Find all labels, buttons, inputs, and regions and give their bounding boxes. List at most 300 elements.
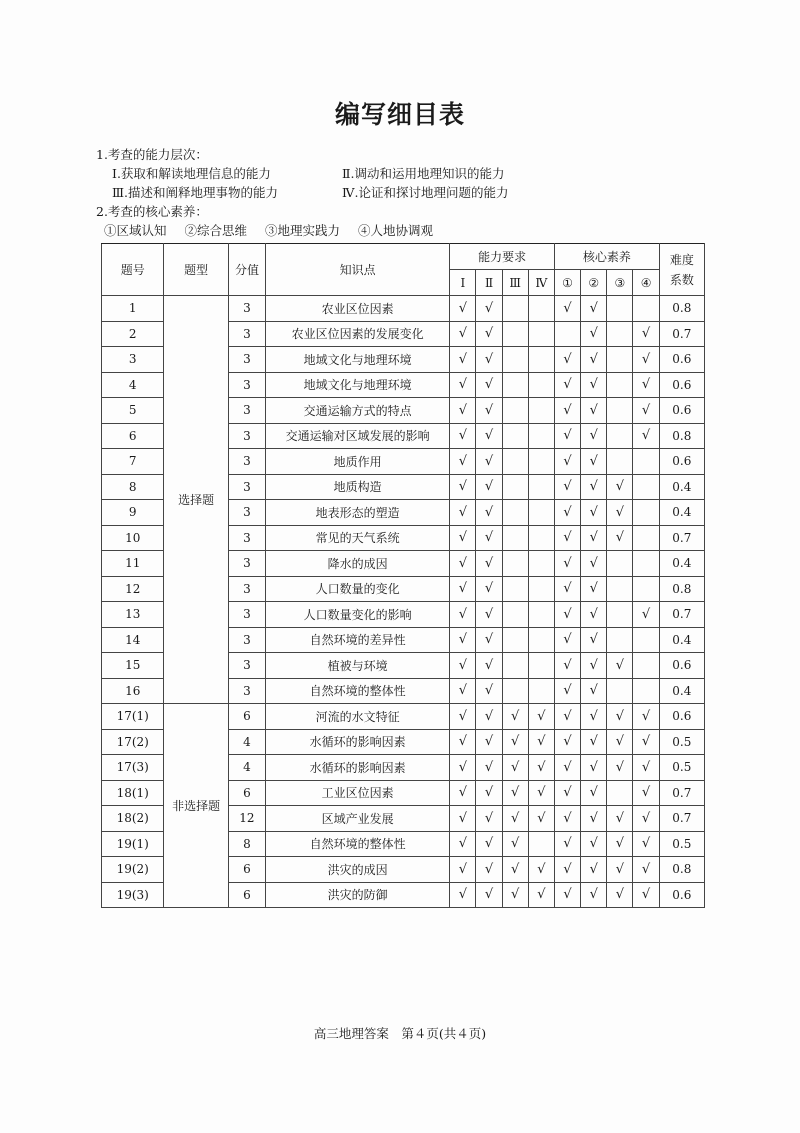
literacy-3-check: √ [607, 806, 633, 832]
ability-3-check: √ [502, 882, 528, 908]
score-cell: 3 [228, 500, 265, 526]
header-type: 题型 [164, 244, 228, 296]
literacy-1-check: √ [554, 678, 580, 704]
literacy-2-check: √ [581, 857, 607, 883]
ability-2-check: √ [476, 627, 502, 653]
literacy-3-check [607, 551, 633, 577]
literacy-1-check: √ [554, 576, 580, 602]
ability-2-check: √ [476, 729, 502, 755]
literacy-3-check [607, 576, 633, 602]
literacy-3-check [607, 627, 633, 653]
literacy-3-check: √ [607, 525, 633, 551]
ability-2-check: √ [476, 551, 502, 577]
literacy-4-check: √ [633, 806, 659, 832]
ability-1-check: √ [450, 755, 476, 781]
ability-3-check [502, 321, 528, 347]
header-literacy: 核心素养 [554, 244, 659, 270]
ability-3-check [502, 398, 528, 424]
knowledge-point: 洪灾的成因 [266, 857, 450, 883]
score-cell: 12 [228, 806, 265, 832]
literacy-3-check: √ [607, 755, 633, 781]
difficulty-cell: 0.8 [659, 857, 704, 883]
literacy-3-check: √ [607, 857, 633, 883]
literacy-2-check: √ [581, 882, 607, 908]
literacy-4-check: √ [633, 321, 659, 347]
literacy-2-check: √ [581, 806, 607, 832]
knowledge-point: 人口数量变化的影响 [266, 602, 450, 628]
literacy-4-check [633, 500, 659, 526]
difficulty-cell: 0.8 [659, 423, 704, 449]
question-number: 13 [102, 602, 164, 628]
ability-2-check: √ [476, 423, 502, 449]
difficulty-cell: 0.6 [659, 372, 704, 398]
ability-4-check [528, 678, 554, 704]
ability-3-check: √ [502, 780, 528, 806]
ability-3-check: √ [502, 806, 528, 832]
literacy-3-check [607, 602, 633, 628]
score-cell: 6 [228, 780, 265, 806]
ability-4-check [528, 398, 554, 424]
literacy-3-check: √ [607, 500, 633, 526]
literacy-2-check: √ [581, 831, 607, 857]
ability-4-check [528, 551, 554, 577]
literacy-2-check: √ [581, 525, 607, 551]
ability-3-check [502, 678, 528, 704]
literacy-2-check: √ [581, 372, 607, 398]
ability-2-check: √ [476, 831, 502, 857]
ability-1-check: √ [450, 653, 476, 679]
literacy-1-check: √ [554, 372, 580, 398]
score-cell: 3 [228, 449, 265, 475]
literacy-2-check: √ [581, 729, 607, 755]
difficulty-cell: 0.6 [659, 347, 704, 373]
question-number: 18(1) [102, 780, 164, 806]
literacy-4-check [633, 653, 659, 679]
literacy-1-check: √ [554, 755, 580, 781]
ability-2-check: √ [476, 296, 502, 322]
ability-1-check: √ [450, 729, 476, 755]
ability-4-check: √ [528, 882, 554, 908]
ability-2-check: √ [476, 678, 502, 704]
page-footer: 高三地理答案 第４页(共４页) [313, 1026, 487, 1041]
literacy-2-check: √ [581, 398, 607, 424]
ability-2-check: √ [476, 755, 502, 781]
ability-4-check [528, 423, 554, 449]
literacy-4-check: √ [633, 882, 659, 908]
literacy-2-check: √ [581, 653, 607, 679]
ability-3-check [502, 296, 528, 322]
literacy-3-check [607, 372, 633, 398]
question-number: 19(2) [102, 857, 164, 883]
literacy-3-check [607, 423, 633, 449]
literacy-2-check: √ [581, 321, 607, 347]
ability-2-check: √ [476, 780, 502, 806]
literacy-2-check: √ [581, 296, 607, 322]
question-number: 3 [102, 347, 164, 373]
ability-1-check: √ [450, 602, 476, 628]
ability-1-check: √ [450, 347, 476, 373]
ability-4-check: √ [528, 857, 554, 883]
difficulty-cell: 0.5 [659, 831, 704, 857]
difficulty-cell: 0.4 [659, 551, 704, 577]
ability-4-check [528, 474, 554, 500]
header-literacy-1: ① [554, 270, 580, 296]
knowledge-point: 洪灾的防御 [266, 882, 450, 908]
literacy-1-check: √ [554, 780, 580, 806]
difficulty-cell: 0.4 [659, 474, 704, 500]
ability-1-check: √ [450, 372, 476, 398]
literacy-3-check [607, 449, 633, 475]
ability-2-check: √ [476, 372, 502, 398]
ability-1-check: √ [450, 449, 476, 475]
ability-2-check: √ [476, 474, 502, 500]
difficulty-cell: 0.6 [659, 704, 704, 730]
ability-3-check: √ [502, 831, 528, 857]
literacy-4-check [633, 576, 659, 602]
ability-3-check [502, 347, 528, 373]
literacy-1-check: √ [554, 525, 580, 551]
difficulty-cell: 0.8 [659, 296, 704, 322]
literacy-4-check: √ [633, 423, 659, 449]
score-cell: 3 [228, 423, 265, 449]
knowledge-point: 交通运输方式的特点 [266, 398, 450, 424]
literacy-items [96, 221, 447, 240]
ability-4-check [528, 831, 554, 857]
literacy-4-check: √ [633, 347, 659, 373]
ability-4-check [528, 296, 554, 322]
ability-1-check: √ [450, 398, 476, 424]
ability-2-check: √ [476, 857, 502, 883]
ability-4-check: √ [528, 780, 554, 806]
ability-3-check [502, 525, 528, 551]
literacy-4-check: √ [633, 602, 659, 628]
score-cell: 6 [228, 882, 265, 908]
literacy-1-check: √ [554, 627, 580, 653]
question-number: 7 [102, 449, 164, 475]
literacy-4-check [633, 449, 659, 475]
ability-2-check: √ [476, 321, 502, 347]
score-cell: 3 [228, 551, 265, 577]
literacy-4-check [633, 474, 659, 500]
knowledge-point: 河流的水文特征 [266, 704, 450, 730]
table-body [102, 296, 705, 908]
difficulty-cell: 0.6 [659, 882, 704, 908]
literacy-4-check: √ [633, 398, 659, 424]
knowledge-point: 水循环的影响因素 [266, 729, 450, 755]
difficulty-cell: 0.6 [659, 653, 704, 679]
difficulty-cell: 0.7 [659, 806, 704, 832]
knowledge-point: 自然环境的差异性 [266, 627, 450, 653]
difficulty-cell: 0.7 [659, 780, 704, 806]
literacy-2-check: √ [581, 678, 607, 704]
knowledge-point: 水循环的影响因素 [266, 755, 450, 781]
score-cell: 3 [228, 372, 265, 398]
question-number: 19(3) [102, 882, 164, 908]
ability-3-check [502, 423, 528, 449]
literacy-4-check: √ [633, 857, 659, 883]
literacy-3-check [607, 398, 633, 424]
ability-3-check [502, 627, 528, 653]
question-number: 17(2) [102, 729, 164, 755]
ability-2-check: √ [476, 653, 502, 679]
literacy-4-check [633, 296, 659, 322]
knowledge-point: 常见的天气系统 [266, 525, 450, 551]
ability-2-check: √ [476, 602, 502, 628]
ability-row-2 [96, 183, 509, 202]
ability-2-check: √ [476, 704, 502, 730]
ability-1-check: √ [450, 882, 476, 908]
ability-item-3: Ⅲ.描述和阐释地理事物的能力 [112, 185, 279, 200]
literacy-heading: 2.考查的核心素养： [96, 204, 208, 219]
ability-4-check [528, 602, 554, 628]
score-cell: 4 [228, 755, 265, 781]
difficulty-cell: 0.5 [659, 729, 704, 755]
score-cell: 3 [228, 321, 265, 347]
literacy-1-check: √ [554, 602, 580, 628]
literacy-2-check: √ [581, 780, 607, 806]
knowledge-point: 地表形态的塑造 [266, 500, 450, 526]
ability-4-check: √ [528, 806, 554, 832]
ability-4-check: √ [528, 704, 554, 730]
literacy-4-check [633, 551, 659, 577]
literacy-3-check: √ [607, 474, 633, 500]
header-difficulty [659, 244, 704, 296]
literacy-2-check: √ [581, 602, 607, 628]
literacy-4-check: √ [633, 831, 659, 857]
literacy-4-check [633, 525, 659, 551]
ability-3-check [502, 551, 528, 577]
table-row [102, 296, 705, 322]
literacy-3-check [607, 678, 633, 704]
literacy-1-check: √ [554, 653, 580, 679]
literacy-1-check: √ [554, 449, 580, 475]
literacy-4-check [633, 678, 659, 704]
literacy-1-check: √ [554, 831, 580, 857]
literacy-2-check: √ [581, 500, 607, 526]
literacy-3-check: √ [607, 831, 633, 857]
ability-row-1 [96, 164, 505, 183]
ability-4-check [528, 576, 554, 602]
literacy-3-check: √ [607, 882, 633, 908]
ability-3-check: √ [502, 704, 528, 730]
ability-2-check: √ [476, 347, 502, 373]
ability-1-check: √ [450, 423, 476, 449]
question-number: 17(3) [102, 755, 164, 781]
ability-3-check: √ [502, 857, 528, 883]
table-row [102, 704, 705, 730]
ability-1-check: √ [450, 321, 476, 347]
difficulty-cell: 0.7 [659, 602, 704, 628]
ability-2-check: √ [476, 525, 502, 551]
literacy-2-check: √ [581, 347, 607, 373]
difficulty-cell: 0.5 [659, 755, 704, 781]
question-number: 19(1) [102, 831, 164, 857]
literacy-2-check: √ [581, 576, 607, 602]
literacy-1-check: √ [554, 806, 580, 832]
literacy-1-check: √ [554, 474, 580, 500]
ability-4-check [528, 653, 554, 679]
knowledge-point: 降水的成因 [266, 551, 450, 577]
score-cell: 8 [228, 831, 265, 857]
score-cell: 3 [228, 296, 265, 322]
score-cell: 4 [228, 729, 265, 755]
ability-item-4: Ⅳ.论证和探讨地理问题的能力 [342, 185, 509, 200]
question-number: 16 [102, 678, 164, 704]
ability-1-check: √ [450, 831, 476, 857]
ability-1-check: √ [450, 857, 476, 883]
ability-3-check: √ [502, 729, 528, 755]
question-number: 12 [102, 576, 164, 602]
literacy-item-3: ③地理实践力 [265, 223, 341, 238]
question-number: 9 [102, 500, 164, 526]
literacy-4-check: √ [633, 704, 659, 730]
literacy-2-check: √ [581, 423, 607, 449]
ability-3-check: √ [502, 755, 528, 781]
ability-1-check: √ [450, 525, 476, 551]
score-cell: 3 [228, 678, 265, 704]
question-number: 2 [102, 321, 164, 347]
literacy-item-2: ②综合思维 [184, 223, 248, 238]
literacy-1-check: √ [554, 347, 580, 373]
literacy-2-check: √ [581, 704, 607, 730]
ability-3-check [502, 576, 528, 602]
ability-3-check [502, 474, 528, 500]
knowledge-point: 交通运输对区域发展的影响 [266, 423, 450, 449]
question-number: 1 [102, 296, 164, 322]
score-cell: 6 [228, 857, 265, 883]
knowledge-point: 地质构造 [266, 474, 450, 500]
score-cell: 3 [228, 398, 265, 424]
question-type-nonchoice: 非选择题 [164, 704, 228, 908]
ability-1-check: √ [450, 576, 476, 602]
literacy-1-check: √ [554, 500, 580, 526]
literacy-1-check: √ [554, 423, 580, 449]
ability-2-check: √ [476, 576, 502, 602]
ability-heading: 1.考查的能力层次： [96, 147, 208, 162]
literacy-2-check: √ [581, 627, 607, 653]
literacy-3-check [607, 296, 633, 322]
literacy-4-check [633, 627, 659, 653]
literacy-4-check: √ [633, 780, 659, 806]
ability-4-check [528, 321, 554, 347]
ability-4-check [528, 500, 554, 526]
ability-4-check: √ [528, 729, 554, 755]
ability-4-check [528, 449, 554, 475]
score-cell: 3 [228, 627, 265, 653]
question-number: 15 [102, 653, 164, 679]
intro-section [96, 145, 509, 240]
header-ability-1: Ⅰ [450, 270, 476, 296]
question-number: 4 [102, 372, 164, 398]
question-number: 5 [102, 398, 164, 424]
header-ability-2: Ⅱ [476, 270, 502, 296]
knowledge-point: 工业区位因素 [266, 780, 450, 806]
difficulty-cell: 0.6 [659, 449, 704, 475]
ability-3-check [502, 602, 528, 628]
ability-1-check: √ [450, 474, 476, 500]
ability-1-check: √ [450, 704, 476, 730]
ability-4-check [528, 627, 554, 653]
literacy-4-check: √ [633, 372, 659, 398]
ability-3-check [502, 653, 528, 679]
ability-2-check: √ [476, 806, 502, 832]
header-ability-4: Ⅳ [528, 270, 554, 296]
ability-2-check: √ [476, 449, 502, 475]
score-cell: 6 [228, 704, 265, 730]
knowledge-point: 地域文化与地理环境 [266, 347, 450, 373]
literacy-2-check: √ [581, 474, 607, 500]
question-number: 8 [102, 474, 164, 500]
difficulty-cell: 0.7 [659, 525, 704, 551]
knowledge-point: 地质作用 [266, 449, 450, 475]
header-num: 题号 [102, 244, 164, 296]
header-knowledge: 知识点 [266, 244, 450, 296]
literacy-4-check: √ [633, 729, 659, 755]
ability-2-check: √ [476, 500, 502, 526]
literacy-1-check: √ [554, 398, 580, 424]
header-literacy-3: ③ [607, 270, 633, 296]
literacy-3-check [607, 321, 633, 347]
score-cell: 3 [228, 576, 265, 602]
ability-2-check: √ [476, 398, 502, 424]
ability-4-check [528, 525, 554, 551]
ability-4-check [528, 347, 554, 373]
difficulty-cell: 0.6 [659, 398, 704, 424]
question-number: 11 [102, 551, 164, 577]
knowledge-point: 人口数量的变化 [266, 576, 450, 602]
ability-4-check: √ [528, 755, 554, 781]
ability-3-check [502, 449, 528, 475]
ability-1-check: √ [450, 551, 476, 577]
literacy-item-1: ①区域认知 [104, 223, 167, 238]
ability-1-check: √ [450, 500, 476, 526]
difficulty-cell: 0.4 [659, 627, 704, 653]
knowledge-point: 地域文化与地理环境 [266, 372, 450, 398]
score-cell: 3 [228, 602, 265, 628]
header-literacy-2: ② [581, 270, 607, 296]
literacy-3-check: √ [607, 729, 633, 755]
difficulty-cell: 0.4 [659, 500, 704, 526]
knowledge-point: 农业区位因素的发展变化 [266, 321, 450, 347]
literacy-3-check [607, 780, 633, 806]
difficulty-cell: 0.8 [659, 576, 704, 602]
knowledge-point: 农业区位因素 [266, 296, 450, 322]
literacy-1-check: √ [554, 551, 580, 577]
header-difficulty-text: 难度系数 [669, 252, 694, 287]
ability-1-check: √ [450, 678, 476, 704]
ability-1-check: √ [450, 780, 476, 806]
literacy-1-check: √ [554, 882, 580, 908]
header-ability-3: Ⅲ [502, 270, 528, 296]
question-number: 18(2) [102, 806, 164, 832]
literacy-1-check [554, 321, 580, 347]
ability-1-check: √ [450, 806, 476, 832]
difficulty-cell: 0.7 [659, 321, 704, 347]
literacy-1-check: √ [554, 704, 580, 730]
difficulty-cell: 0.4 [659, 678, 704, 704]
literacy-4-check: √ [633, 755, 659, 781]
question-number: 17(1) [102, 704, 164, 730]
literacy-1-check: √ [554, 729, 580, 755]
score-cell: 3 [228, 653, 265, 679]
literacy-2-check: √ [581, 449, 607, 475]
literacy-3-check: √ [607, 704, 633, 730]
ability-1-check: √ [450, 296, 476, 322]
page-title: 编写细目表 [334, 100, 465, 129]
literacy-item-4: ④人地协调观 [358, 223, 434, 238]
ability-2-check: √ [476, 882, 502, 908]
question-number: 10 [102, 525, 164, 551]
